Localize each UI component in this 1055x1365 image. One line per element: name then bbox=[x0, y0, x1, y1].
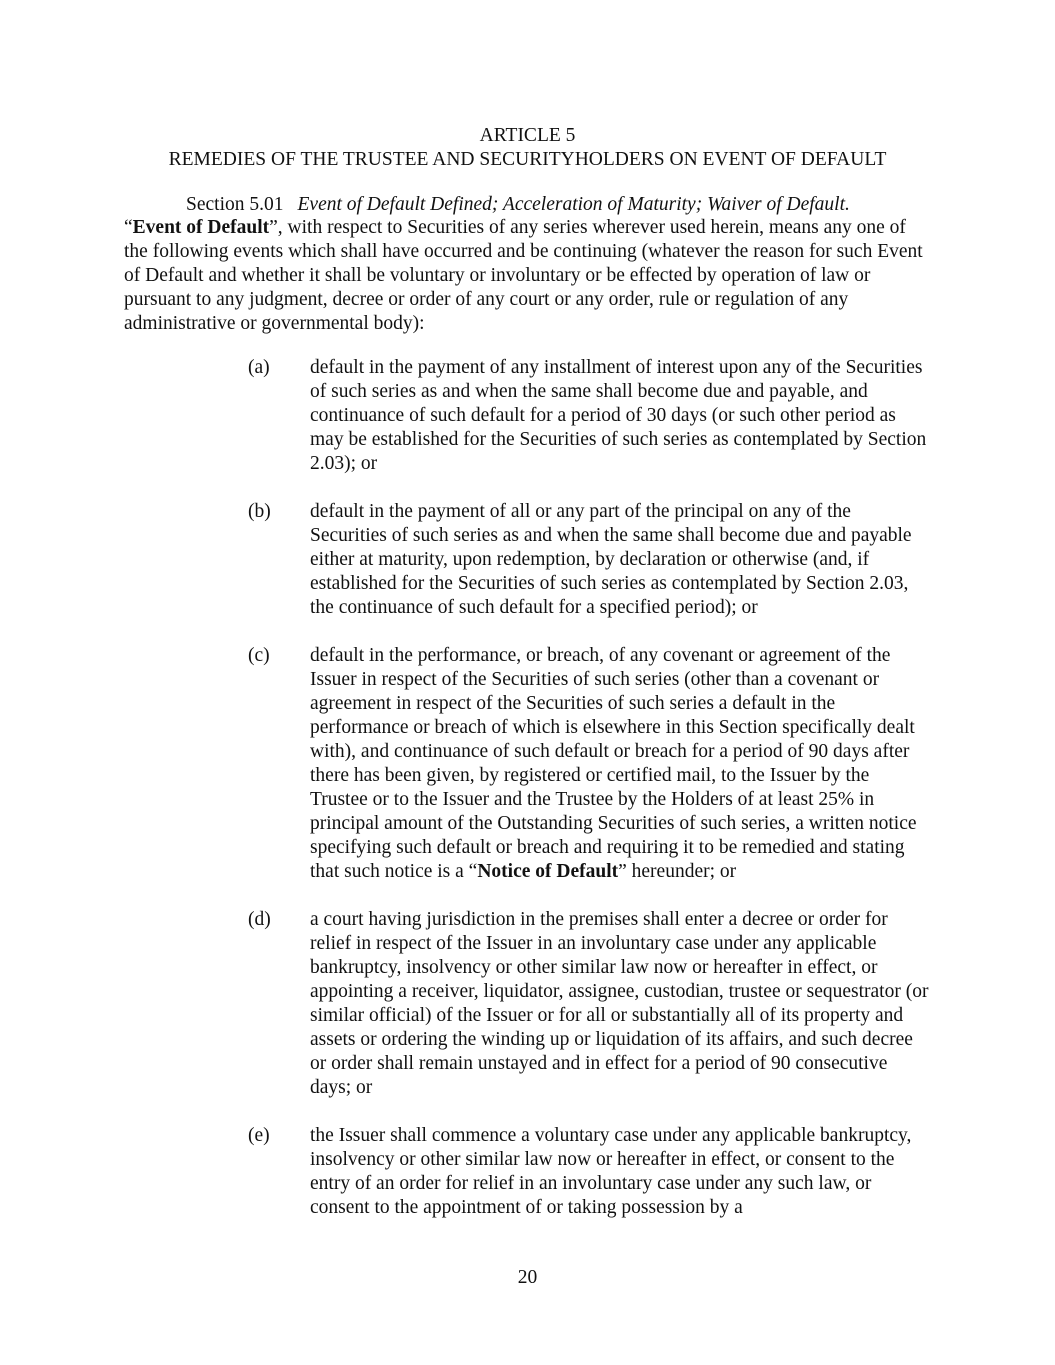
list-item-c bbox=[248, 644, 938, 884]
page-number: 20 bbox=[517, 1267, 538, 1288]
item-label: (a) bbox=[248, 357, 270, 378]
defined-term-notice-of-default: Notice of Default bbox=[477, 861, 619, 882]
item-text-after: ” hereunder; or bbox=[618, 861, 737, 882]
item-text: default in the payment of any installment of interest upon any of the Securities of such series as and when the same shall become due and payable, and continuance of such default for a period of 30 days (or such other period as may be established for the Securities of such series as contemplated by Section 2.03); or bbox=[310, 357, 927, 474]
item-text: the Issuer shall commence a voluntary case under any applicable bankruptcy, insolvency or other similar law now or hereafter in effect, or consent to the entry of an order for relief in an involuntary case under any such law, or consent to the appointment of or taking possession by a bbox=[310, 1125, 912, 1218]
article-title: REMEDIES OF THE TRUSTEE AND SECURITYHOLDERS ON EVENT OF DEFAULT bbox=[168, 149, 887, 170]
section-title: Event of Default Defined; Acceleration of Maturity; Waiver of Default. bbox=[297, 194, 850, 215]
list-item-a bbox=[248, 356, 938, 476]
item-label: (e) bbox=[248, 1125, 270, 1146]
article-heading bbox=[0, 124, 1055, 172]
list-item-e bbox=[248, 1124, 938, 1220]
intro-paragraph bbox=[124, 216, 930, 336]
item-label: (b) bbox=[248, 501, 271, 522]
item-text: default in the payment of all or any part of the principal on any of the Securities of such series as and when the same shall become due and payable either at maturity, upon redemption, by declaration or otherwise (and, if established for the Securities of such series as contemplated by Section 2.03, the continuance of such default for a specified period); or bbox=[310, 501, 912, 618]
item-label: (c) bbox=[248, 645, 270, 666]
item-text-before: default in the performance, or breach, of any covenant or agreement of the Issuer in respect of the Securities of such series (other than a covenant or agreement in respect of the Securities of such series a default in the performance or breach of which is elsewhere in this Section specifically dealt with), and continuance of such default or breach for a period of 90 days after there has been given, by registered or certified mail, to the Issuer by the Trustee or to the Issuer and the Trustee by the Holders of at least 25% in principal amount of the Outstanding Securities of such series, a written notice specifying such default or breach and requiring it to be remedied and stating that such notice is a “ bbox=[310, 645, 917, 882]
list-item-b bbox=[248, 500, 938, 620]
event-list bbox=[248, 356, 938, 1244]
intro-open-quote: “ bbox=[124, 217, 133, 238]
article-number: ARTICLE 5 bbox=[479, 125, 576, 146]
item-text bbox=[310, 644, 930, 884]
item-label: (d) bbox=[248, 909, 271, 930]
defined-term-event-of-default: Event of Default bbox=[132, 217, 270, 238]
list-item-d bbox=[248, 908, 938, 1100]
intro-text: ”, with respect to Securities of any series wherever used herein, means any one of the following events which shall have occurred and be continuing (whatever the reason for such Event of Default and whether it shall be voluntary or involuntary or be effected by operation of law or pursuant to any judgment, decree or order of any court or any order, rule or regulation of any administrative or governmental body): bbox=[124, 217, 923, 334]
section-heading bbox=[124, 193, 934, 217]
item-text: a court having jurisdiction in the premises shall enter a decree or order for relief in respect of the Issuer in an involuntary case under any applicable bankruptcy, insolvency or other similar law now or hereafter in effect, or appointing a receiver, liquidator, assignee, custodian, trustee or sequestrator (or similar official) of the Issuer or for all or substantially all of its property and assets or ordering the winding up or liquidation of its affairs, and such decree or order shall remain unstayed and in effect for a period of 90 consecutive days; or bbox=[310, 909, 929, 1098]
section-number: Section 5.01 bbox=[186, 194, 284, 215]
